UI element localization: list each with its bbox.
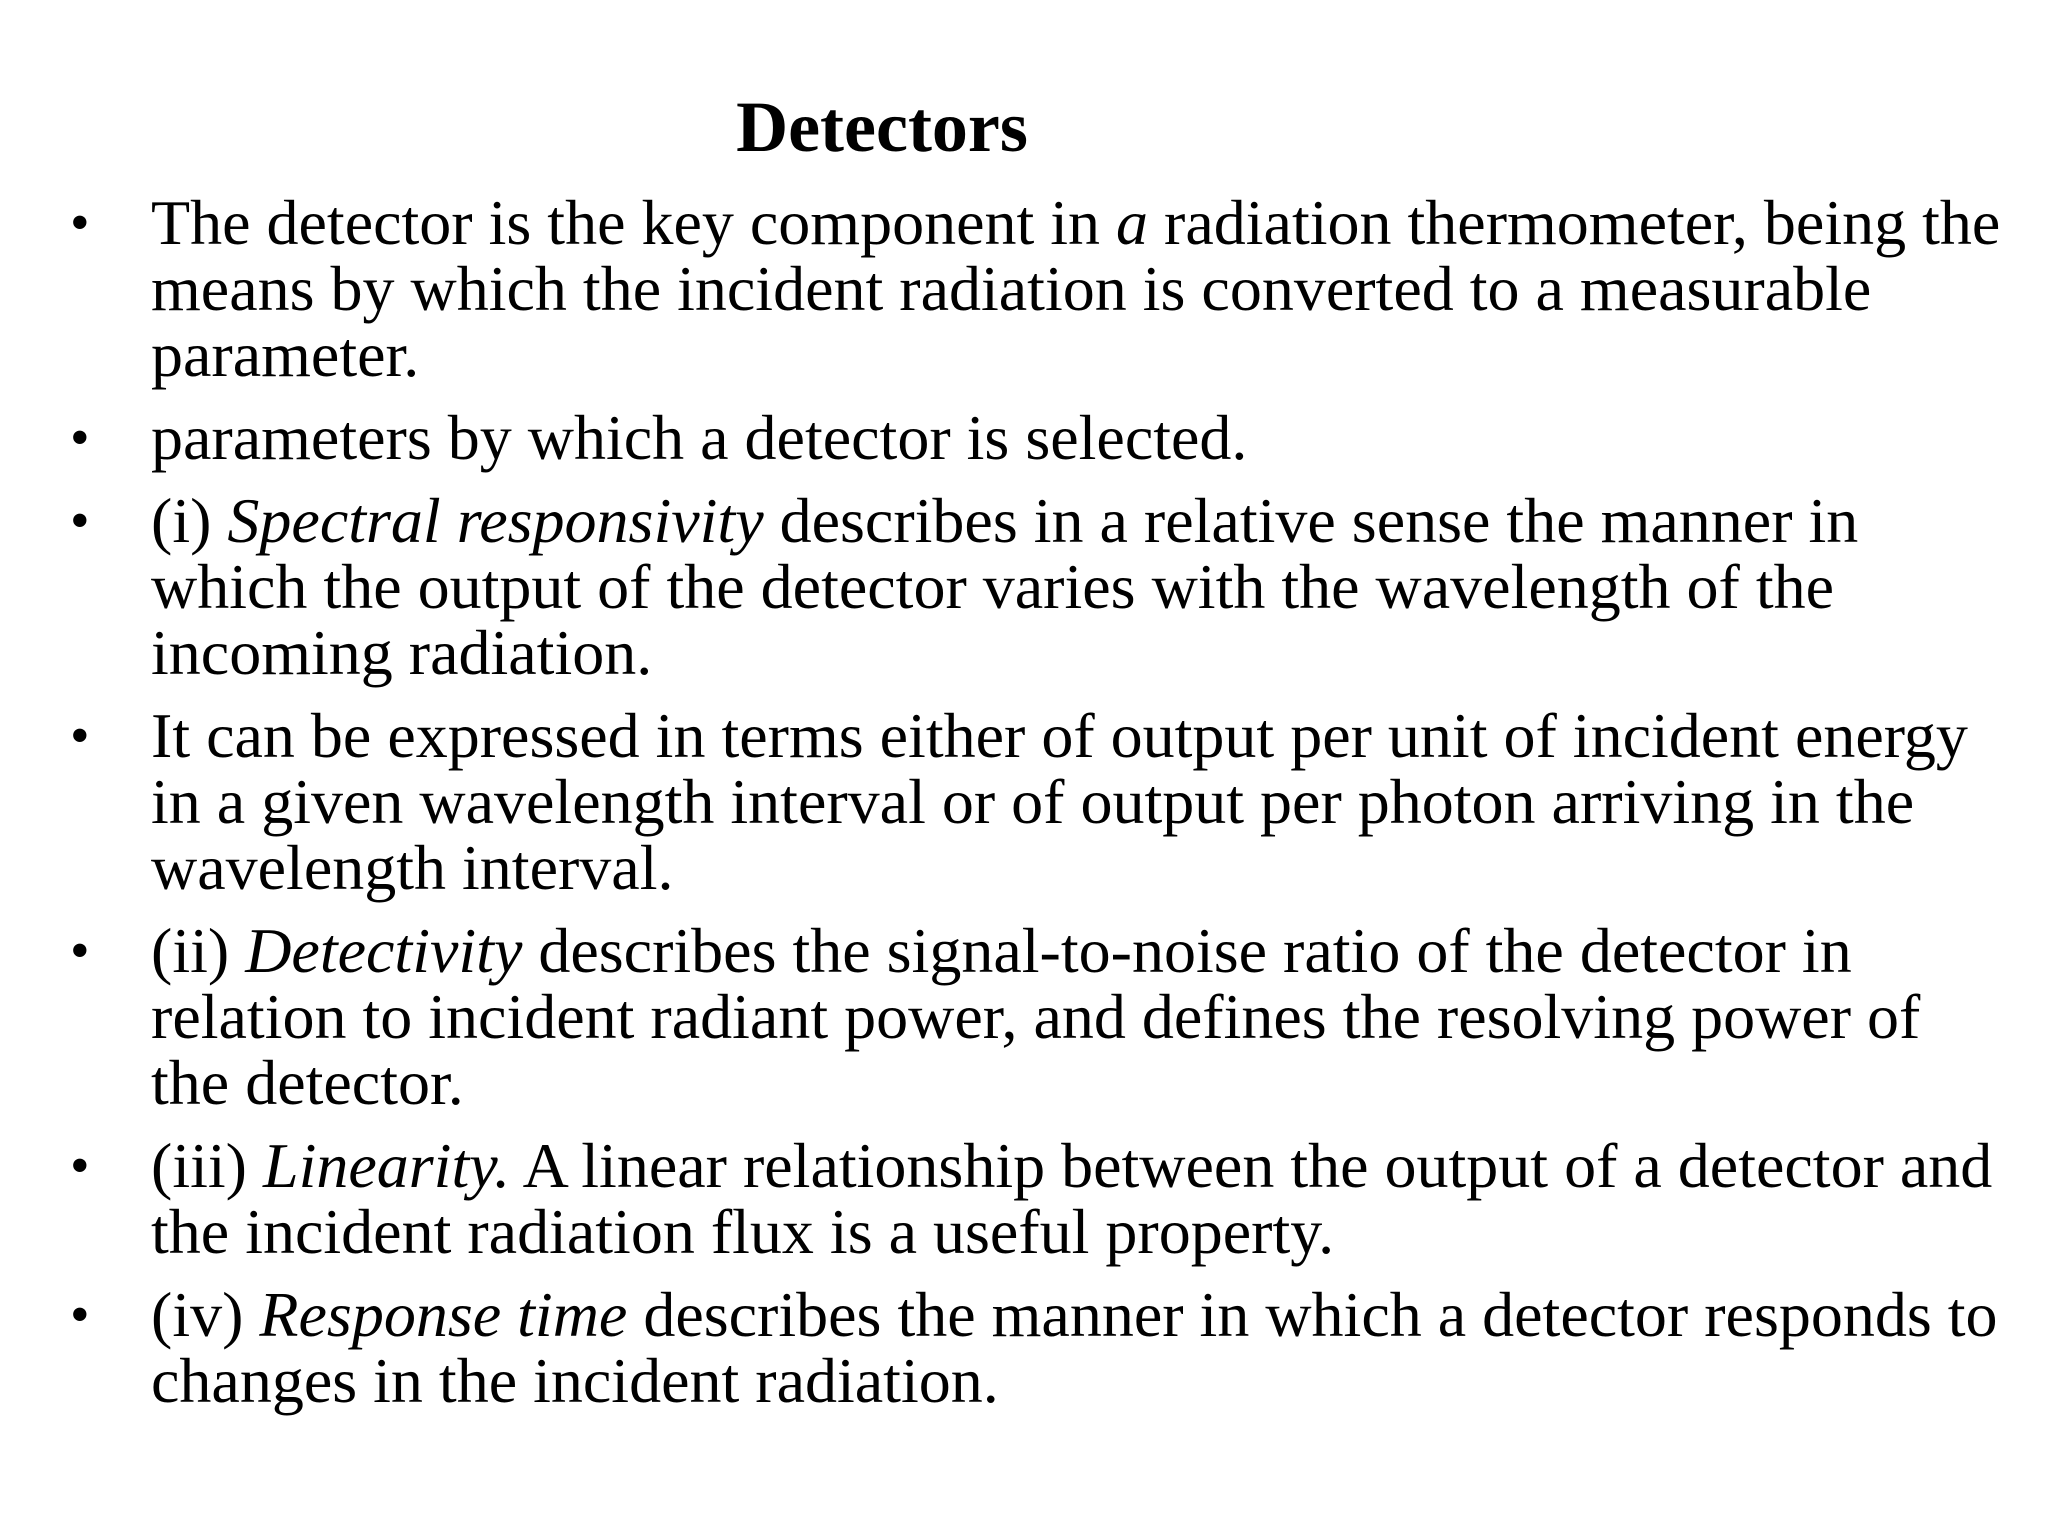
bullet-marker: •: [70, 1135, 90, 1197]
bullet-item: [0, 915, 2048, 1118]
bullet-text-emphasis: Spectral responsivity: [227, 485, 764, 556]
bullet-text-emphasis: a: [1116, 187, 1149, 258]
slide-title: Detectors: [736, 87, 1028, 167]
bullet-marker: •: [70, 490, 90, 552]
bullet-item: [0, 1279, 2048, 1416]
bullet-text-lead: (iv): [151, 1279, 260, 1350]
bullet-text-emphasis: Response time: [259, 1279, 628, 1350]
bullet-text: describes the manner in which a detector responds to changes in the incident radiation.: [151, 1279, 1998, 1416]
bullet-text-lead: parameters by which a detector is selected.: [151, 402, 1248, 473]
bullet-item: [0, 1130, 2048, 1267]
bullet-text-lead: The detector is the key component in: [151, 187, 1117, 258]
bullet-text-lead: It can be expressed in terms either of output per unit of incident energy in a given wavelength interval or of output per photon arriving in the wavelength interval.: [151, 700, 1968, 903]
bullet-item: [0, 485, 2048, 688]
bullet-text-lead: (iii): [151, 1130, 263, 1201]
bullet-item: [0, 187, 2048, 390]
bullet-marker: •: [70, 1284, 90, 1346]
bullet-text: A linear relationship between the output of a detector and the incident radiation flux is a useful property.: [151, 1130, 1993, 1267]
bullet-text: describes in a relative sense the manner in which the output of the detector varies with the wavelength of the incoming radiation.: [151, 485, 1859, 688]
bullet-text-emphasis: Detectivity: [245, 915, 523, 986]
bullet-text: radiation thermometer, being the means by which the incident radiation is converted to a measurable parameter.: [151, 187, 2001, 390]
bullet-item: [0, 700, 2048, 903]
bullet-marker: •: [70, 920, 90, 982]
bullet-list: [0, 187, 2048, 1431]
bullet-marker: •: [70, 192, 90, 254]
bullet-marker: •: [70, 407, 90, 469]
bullet-marker: •: [70, 705, 90, 767]
bullet-text-emphasis: Linearity.: [262, 1130, 511, 1201]
bullet-text-lead: (i): [151, 485, 228, 556]
bullet-item: [0, 402, 2048, 473]
bullet-text-lead: (ii): [151, 915, 246, 986]
bullet-text: describes the signal-to-noise ratio of the detector in relation to incident radiant power, and defines the resolving power of the detector.: [151, 915, 1921, 1118]
